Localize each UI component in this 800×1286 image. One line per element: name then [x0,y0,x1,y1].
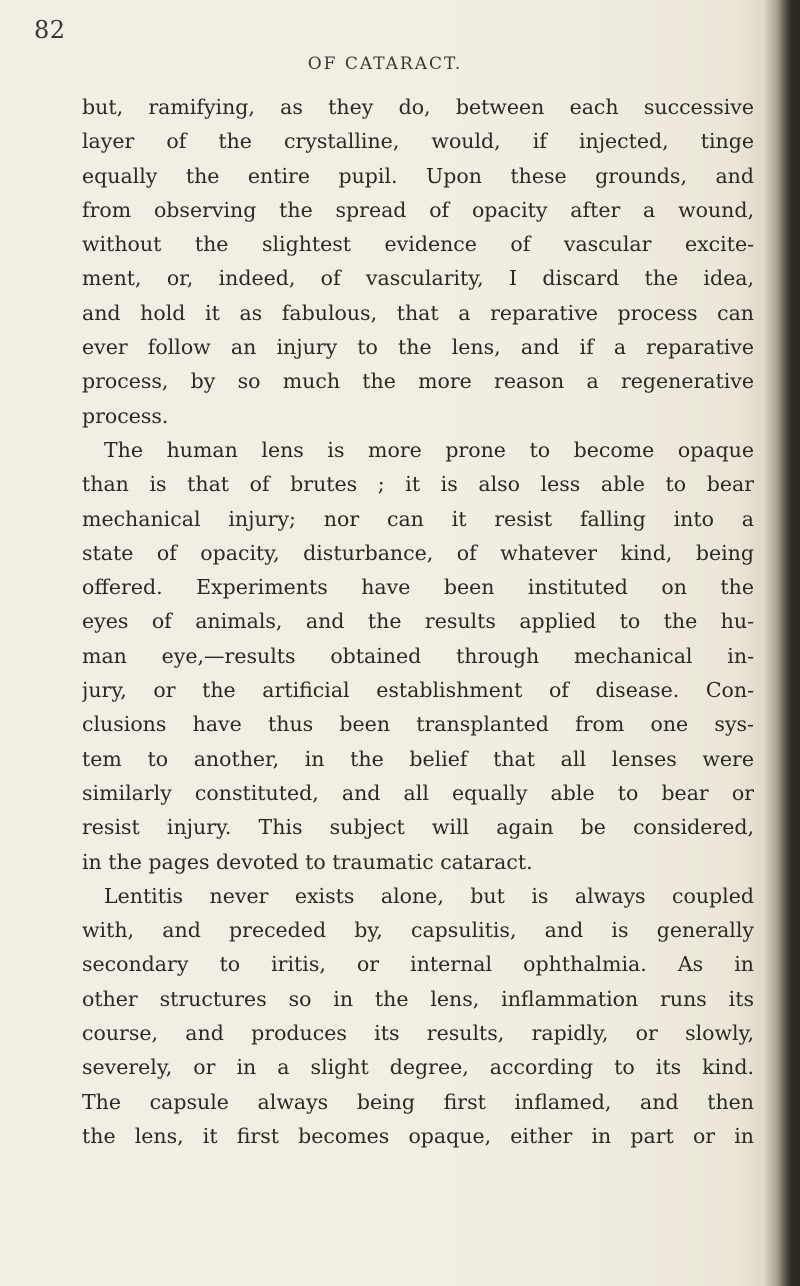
text-line: the lens, it first becomes opaque, either in part or in [82,1123,754,1148]
text-line: eyes of animals, and the results applied to the hu- [82,609,754,634]
text-line: resist injury. This subject will again be considered, [82,815,754,840]
text-line: offered. Experiments have been instituted on the [82,575,754,600]
text-line: than is that of brutes ; it is also less able to bear [82,472,754,497]
text-line: process. [82,403,169,428]
text-line: mechanical injury; nor can it resist falling into a [82,506,754,531]
text-line: from observing the spread of opacity after a wound, [82,197,754,222]
text-line: tem to another, in the belief that all lenses were [82,746,754,771]
text-line: ever follow an injury to the lens, and if a reparative [82,335,754,360]
text-line: jury, or the artificial establishment of disease. Con- [82,678,754,703]
text-line: The capsule always being first inflamed, and then [82,1089,754,1114]
text-line: similarly constituted, and all equally able to bear or [82,780,754,805]
text-line: severely, or in a slight degree, according to its kind. [82,1055,754,1080]
text-line: The human lens is more prone to become opaque [104,437,754,462]
text-line: ment, or, indeed, of vascularity, I discard the idea, [82,266,754,291]
text-line: other structures so in the lens, inflammation runs its [82,986,754,1011]
text-line: Lentitis never exists alone, but is always coupled [104,883,754,908]
text-line: state of opacity, disturbance, of whatever kind, being [82,540,754,565]
text-line: without the slightest evidence of vascular excite- [82,232,754,257]
text-line: in the pages devoted to traumatic cataract. [82,849,533,874]
page-number: 82 [34,16,66,44]
text-line: man eye,—results obtained through mechanical in- [82,643,754,668]
text-line: secondary to iritis, or internal ophthalmia. As in [82,952,754,977]
text-line: process, by so much the more reason a regenerative [82,369,754,394]
text-line: equally the entire pupil. Upon these grounds, and [82,163,754,188]
text-line: with, and preceded by, capsulitis, and is generally [82,918,754,943]
text-line: but, ramifying, as they do, between each successive [82,95,754,119]
text-line: and hold it as fabulous, that a reparative process can [82,300,754,325]
text-line: course, and produces its results, rapidly, or slowly, [82,1021,754,1046]
text-line: clusions have thus been transplanted from one sys- [82,712,754,737]
body-text [82,90,754,1153]
running-head: OF CATARACT. [307,54,463,74]
text-line: layer of the crystalline, would, if injected, tinge [82,129,754,154]
page-binding-shadow [764,0,800,1286]
